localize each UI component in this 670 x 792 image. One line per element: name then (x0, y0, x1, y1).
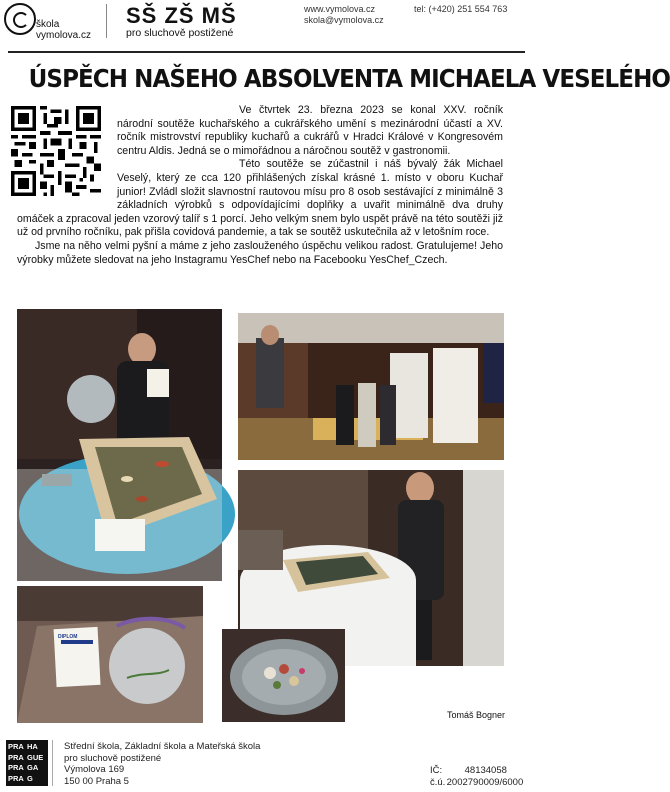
school-logo-icon (4, 3, 36, 35)
article-paragraph-3: Jsme na něho velmi pyšní a máme z jeho zaslouženého úspěchu velikou radost. Gratulujeme! Jeho výrobky můžete sledovat na jeho Instagramu YesChef nebo na Facebooku YesChef_Czech. (17, 239, 503, 266)
qr-spacer (17, 104, 117, 200)
photo-award-ceremony (238, 313, 504, 460)
diploma-label: DIPLOM (58, 634, 78, 640)
praha-logo-text: PRA (8, 752, 24, 762)
footer-ids (430, 765, 523, 788)
logo-text-line1: škola (36, 19, 60, 30)
website-link[interactable]: www.vymolova.cz (304, 4, 376, 14)
page-title: ÚSPĚCH NAŠEHO ABSOLVENTA MICHAELA VESELÉHO (28, 64, 670, 93)
brand-subtitle: pro sluchově postižené (126, 27, 234, 39)
footer-divider (52, 740, 53, 786)
praha-logo-text: PRA (8, 763, 24, 772)
phone-number: tel: (+420) 251 554 763 (414, 4, 508, 14)
account-value: 2002790009/6000 (446, 776, 524, 788)
photo-caption: Tomáš Bogner (447, 710, 506, 720)
praha-logo-text: PRA (8, 742, 24, 751)
article-paragraph-1: Ve čtvrtek 23. března 2023 se konal XXV. ročník národní soutěže kuchařského a cukrářského umění s mezinárodní účastí a XV. ročník mistrovství republiky kuchařů a cukrářů v Hradci Králové v Kongresovém centru Aldis. Jedná se o mimořádnou a náročnou soutěž v gastronomii. (117, 104, 503, 157)
header-rule (8, 51, 525, 53)
footer-school-sub: pro sluchově postižené (64, 752, 162, 764)
praha-logo-text: GA (27, 763, 39, 772)
header-divider (106, 4, 107, 38)
brand-title: SŠ ZŠ MŠ (126, 3, 237, 28)
footer-school-name: Střední škola, Základní škola a Mateřská škola (64, 741, 261, 752)
logo-text-line2: vymolova.cz (36, 30, 92, 41)
email-link[interactable]: skola@vymolova.cz (304, 15, 384, 25)
article-body (17, 104, 503, 267)
footer-address (64, 741, 260, 787)
photo-buffet-platter (17, 309, 222, 581)
praha-logo-text: HA (27, 742, 38, 751)
article-paragraph-2: Této soutěže se zúčastnil i náš bývalý žák Michael Veselý, který ze cca 120 přihlášených získal krásné 1. místo v oboru Kuchař junior! Zvládl složit slavnostní rautovou mísu pro 8 osob sestávající z minimálně 3 základních výrobků s odpovídajícími doplňky a uvařit minimálně dva druhy omáček a zpracoval jeden vzorový talíř s 1 porcí. Jeho velkým snem bylo uspět právě na této soutěži již už od prvního ročníku, pak přišla covidová pandemie, a tak se soutěž uskutečnila až v letošním roce. (17, 158, 503, 239)
praha-logo-text: G (27, 773, 33, 783)
footer-city: 150 00 Praha 5 (64, 775, 129, 787)
account-label: č.ú. (430, 776, 446, 788)
ic-label: IČ: (430, 765, 443, 776)
praha-logo-text: PRA (8, 773, 24, 783)
logo-text (36, 19, 91, 41)
praha-logo (6, 740, 48, 786)
photo-diploma-medal (17, 586, 203, 723)
footer-street: Výmolova 169 (64, 764, 125, 776)
photo-plated-dish (222, 629, 345, 722)
ic-value: 48134058 (464, 765, 507, 776)
praha-logo-text: GUE (27, 752, 44, 762)
header-contacts (304, 4, 384, 26)
